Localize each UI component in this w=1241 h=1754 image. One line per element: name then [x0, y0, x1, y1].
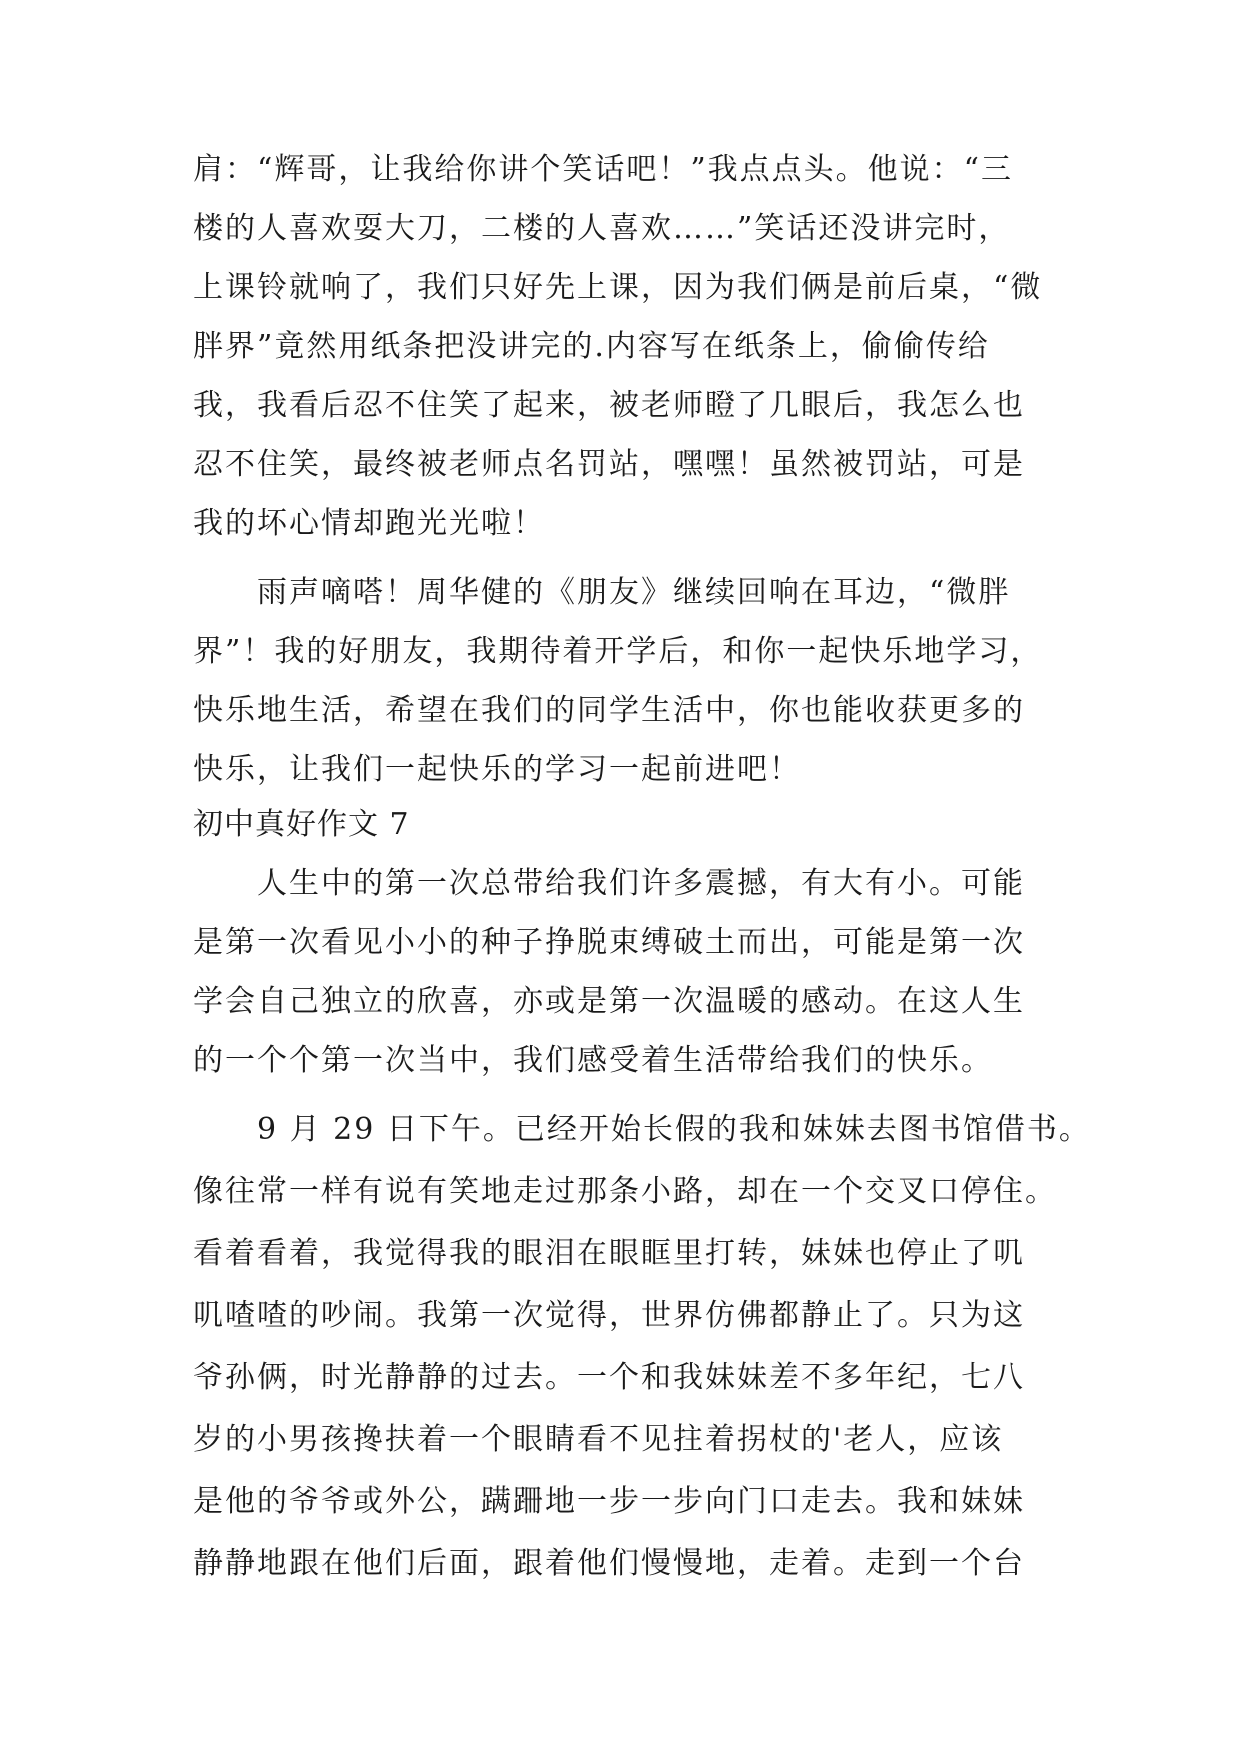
- text-line: 学会自己独立的欣喜，亦或是第一次温暖的感动。在这人生: [193, 984, 1025, 1019]
- text-line: 快乐地生活，希望在我们的同学生活中，你也能收获更多的: [193, 693, 1025, 728]
- text-line: 是第一次看见小小的种子挣脱束缚破土而出，可能是第一次: [193, 925, 1025, 960]
- paragraph-first-line: 人生中的第一次总带给我们许多震撼，有大有小。可能: [257, 866, 1025, 901]
- text-line: 看着看着，我觉得我的眼泪在眼眶里打转，妹妹也停止了叽: [193, 1236, 1025, 1271]
- paragraph-first-line: 雨声嘀嗒！周华健的《朋友》继续回响在耳边，“微胖: [257, 575, 1011, 610]
- text-line: 快乐，让我们一起快乐的学习一起前进吧！: [193, 752, 801, 787]
- text-line: 界”！我的好朋友，我期待着开学后，和你一起快乐地学习，: [193, 634, 1043, 669]
- text-line: 是他的爷爷或外公，蹒跚地一步一步向门口走去。我和妹妹: [193, 1484, 1025, 1519]
- text-line: 静静地跟在他们后面，跟着他们慢慢地，走着。走到一个台: [193, 1546, 1025, 1581]
- section-title: 初中真好作文 7: [193, 807, 410, 842]
- paragraph-first-line: 9 月 29 日下午。已经开始长假的我和妹妹去图书馆借书。: [257, 1112, 1091, 1147]
- text-line: 上课铃就响了，我们只好先上课，因为我们俩是前后桌，“微: [193, 270, 1043, 305]
- text-line: 楼的人喜欢耍大刀，二楼的人喜欢……”笑话还没讲完时，: [193, 211, 1011, 246]
- text-line: 像往常一样有说有笑地走过那条小路，却在一个交叉口停住。: [193, 1174, 1057, 1209]
- text-line: 忍不住笑，最终被老师点名罚站，嘿嘿！虽然被罚站，可是: [193, 447, 1025, 482]
- text-line: 胖界”竟然用纸条把没讲完的.内容写在纸条上，偷偷传给: [193, 329, 990, 364]
- text-line: 爷孙俩，时光静静的过去。一个和我妹妹差不多年纪，七八: [193, 1360, 1025, 1395]
- text-line: 我的坏心情却跑光光啦！: [193, 506, 545, 541]
- text-line: 肩：“辉哥，让我给你讲个笑话吧！”我点点头。他说：“三: [193, 152, 1014, 187]
- text-line: 叽喳喳的吵闹。我第一次觉得，世界仿佛都静止了。只为这: [193, 1298, 1025, 1333]
- text-line: 的一个个第一次当中，我们感受着生活带给我们的快乐。: [193, 1043, 993, 1078]
- text-line: 岁的小男孩搀扶着一个眼睛看不见拄着拐杖的'老人，应该: [193, 1422, 1004, 1457]
- text-line: 我，我看后忍不住笑了起来，被老师瞪了几眼后，我怎么也: [193, 388, 1025, 423]
